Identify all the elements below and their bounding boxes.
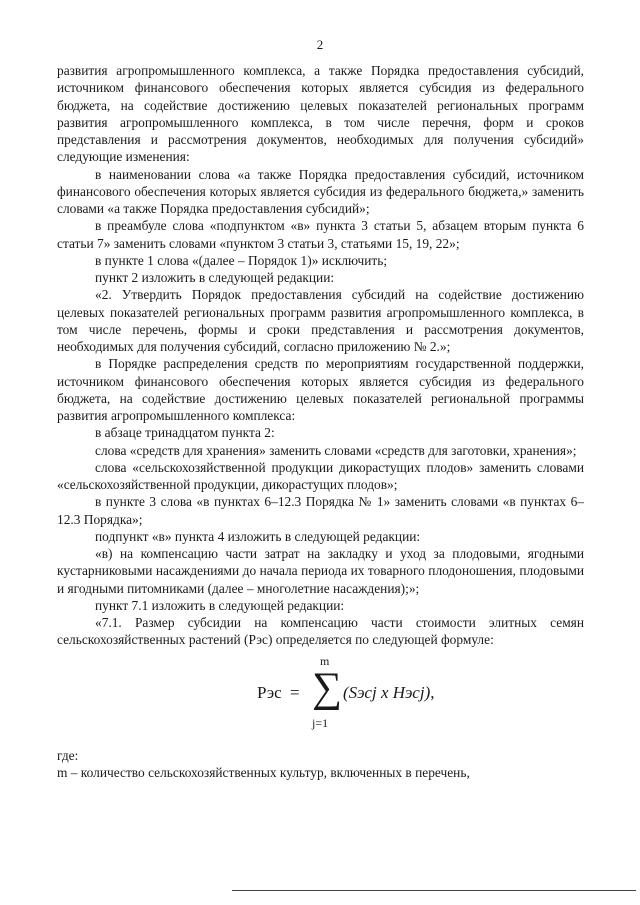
paragraph: слова «средств для хранения» заменить словами «средств для заготовки, хранения»; — [95, 442, 577, 458]
formula-rhs: (Sэсj х Hэсj), — [343, 682, 435, 702]
paragraph: «2. Утвердить Порядок предоставления субсидий на содействие достижению целевых показателей региональных программ развития агропромышленного комплекса, в том числе перечень, формы и сроки представления и рассмотрения документов, необходимых для получения субсидий, согласно приложению № 2.»; — [57, 287, 584, 354]
paragraph: в абзаце тринадцатом пункта 2: — [95, 425, 275, 441]
sum-upper-limit: m — [320, 653, 330, 668]
formula-lhs: Рэс — [257, 682, 282, 702]
paragraph: «7.1. Размер субсидии на компенсацию части стоимости элитных семян сельскохозяйственных растений (Рэс) определяется по следующей формуле: — [57, 615, 584, 648]
paragraph: подпункт «в» пункта 4 изложить в следующей редакции: — [95, 528, 421, 544]
document-body — [57, 62, 584, 781]
paragraph: в пункте 1 слова «(далее – Порядок 1)» исключить; — [95, 252, 388, 268]
formula-equals: = — [290, 682, 300, 702]
paragraph: пункт 2 изложить в следующей редакции: — [95, 270, 335, 285]
paragraph: в пункте 3 слова «в пунктах 6–12.3 Порядка № 1» заменить словами «в пунктах 6–12.3 Порядка»; — [57, 494, 584, 527]
sum-lower-limit: j=1 — [312, 715, 329, 730]
paragraph: развития агропромышленного комплекса, а также Порядка предоставления субсидий, источником финансового обеспечения которых является субсидия из федерального бюджета, на содействие достижению целевых показателей региональных программ развития агропромышленного комплекса, в том числе перечня, форм и сроков представления и рассмотрения документов, необходимых для получения субсидий» следующие изменения: — [57, 63, 584, 165]
paragraph: в наименовании слова «а также Порядка предоставления субсидий, источником финансового обеспечения которых является субсидия из федерального бюджета,» заменить словами «а также Порядка предоставления субсидий»; — [57, 166, 584, 216]
paragraph: «в) на компенсацию части затрат на закладку и уход за плодовыми, ягодными кустарниковыми насаждениями до начала периода их товарного плодоношения, плодовыми и ягодными питомниками (далее – многолетние насаждения);»; — [57, 546, 584, 596]
paragraph: в Порядке распределения средств по мероприятиям государственной поддержки, источником финансового обеспечения которых является субсидия из федерального бюджета, на содействие достижению целевых показателей региональной программы развития агропромышленного комплекса: — [57, 356, 584, 423]
scan-edge-line — [232, 890, 636, 891]
paragraph: пункт 7.1 изложить в следующей редакции: — [95, 597, 345, 613]
page-number: 2 — [316, 37, 324, 52]
paragraph: в преамбуле слова «подпунктом «в» пункта 3 статьи 5, абзацем вторым пункта 6 статьи 7» заменить словами «пунктом 3 статьи 3, статьями 15, 19, 22»; — [57, 218, 584, 251]
paragraph: где: — [57, 747, 79, 763]
paragraph: m – количество сельскохозяйственных культур, включенных в перечень, — [57, 764, 470, 780]
paragraph: слова «сельскохозяйственной продукции дикорастущих плодов» заменить словами «сельскохозяйственной продукции, дикорастущих плодов»; — [57, 459, 584, 492]
sum-sign: ∑ — [312, 664, 342, 711]
formula — [57, 653, 584, 741]
